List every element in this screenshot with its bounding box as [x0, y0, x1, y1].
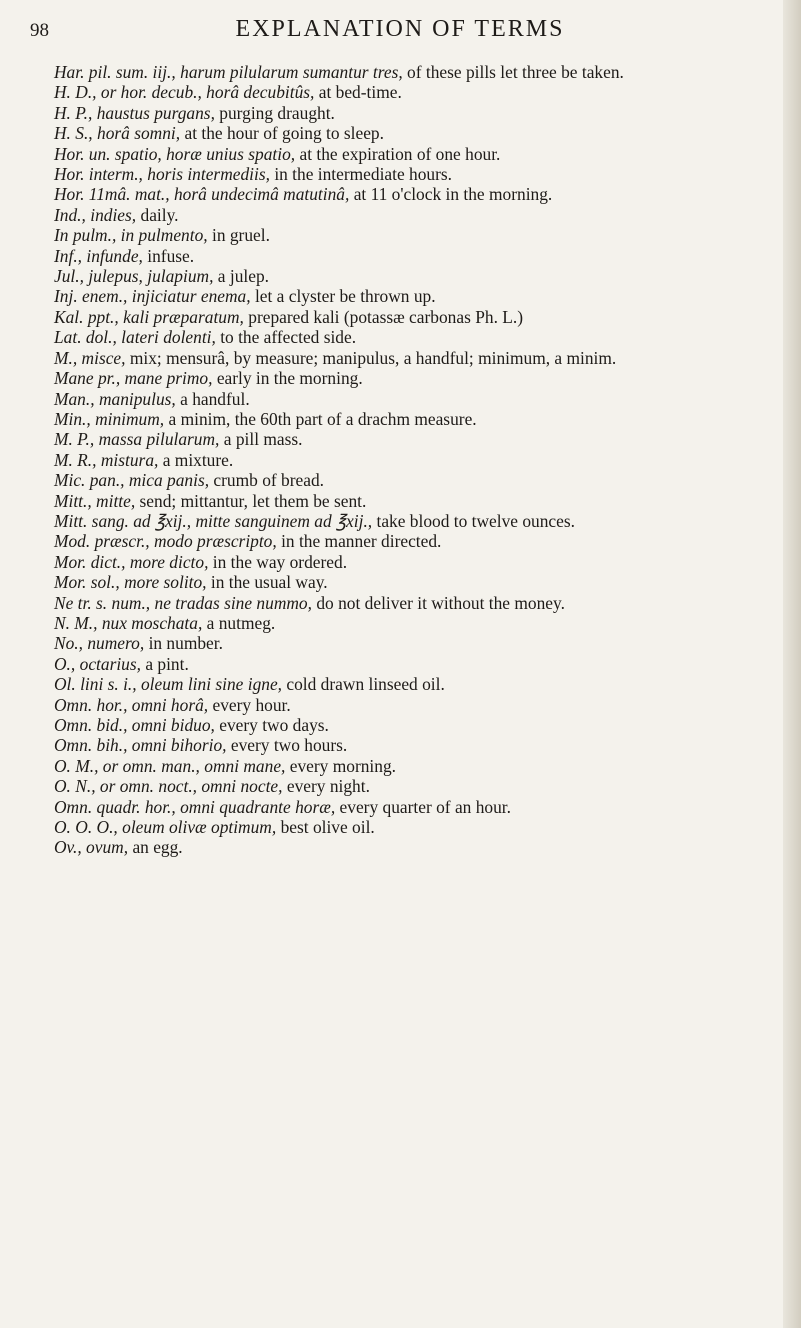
glossary-entry [54, 205, 772, 225]
entry-latin: ovum, [86, 837, 129, 858]
entry-abbreviation: O. O. O., [54, 817, 118, 838]
entry-abbreviation: H. P., [54, 102, 93, 123]
entry-meaning: take blood to twelve ounces. [376, 510, 575, 531]
entry-meaning: a mixture. [162, 449, 234, 470]
entry-latin: horis intermediis, [147, 164, 270, 185]
entry-meaning: at the hour of going to sleep. [184, 123, 384, 144]
entry-abbreviation: Inj. enem., [54, 286, 128, 307]
glossary-entry [54, 389, 772, 409]
glossary-entry [54, 695, 772, 715]
entry-abbreviation: M. R., [54, 449, 97, 470]
glossary-entry [54, 776, 772, 796]
entry-abbreviation: Har. pil. sum. iij., [54, 62, 176, 82]
glossary-entry [54, 225, 772, 245]
page-header [30, 12, 770, 46]
entry-latin: indies, [90, 204, 137, 225]
entry-meaning: in the way ordered. [212, 551, 348, 572]
entry-meaning: in the manner directed. [281, 531, 442, 552]
entry-abbreviation: Inf., [54, 245, 83, 266]
entry-meaning: a nutmeg. [206, 612, 276, 633]
entry-meaning: cold drawn linseed oil. [286, 674, 445, 695]
entry-abbreviation: No., [54, 633, 83, 654]
entry-abbreviation: Mic. pan., [54, 470, 125, 491]
entry-abbreviation: Omn. hor., [54, 694, 128, 715]
entry-latin: omni quadrante horæ, [180, 796, 336, 817]
entry-latin: or omn. noct., omni nocte, [99, 776, 283, 797]
entry-abbreviation: M., [54, 347, 78, 368]
entry-abbreviation: O. N., [54, 776, 96, 797]
entry-abbreviation: Ol. lini s. i., [54, 674, 137, 695]
entry-abbreviation: Ne tr. s. num., [54, 592, 151, 613]
glossary-entry [54, 572, 772, 592]
entry-latin: julepus, julapium, [88, 266, 214, 287]
entry-meaning: daily. [140, 204, 179, 225]
glossary-entry [54, 531, 772, 551]
entry-abbreviation: Hor. un. spatio, [54, 143, 162, 164]
glossary-entry [54, 368, 772, 388]
entry-abbreviation: Ov., [54, 837, 82, 858]
glossary-entry [54, 144, 772, 164]
glossary-entry [54, 82, 772, 102]
glossary-entry [54, 837, 772, 857]
entry-meaning: every hour. [212, 694, 291, 715]
entry-meaning: a pint. [145, 653, 189, 674]
entry-meaning: purging draught. [219, 102, 335, 123]
glossary-entry [54, 327, 772, 347]
entry-meaning: a julep. [217, 266, 269, 287]
glossary-entry [54, 450, 772, 470]
entry-meaning: every two hours. [230, 735, 348, 756]
entry-latin: mitte sanguinem ad ℥xij., [195, 510, 373, 531]
entry-abbreviation: H. S., [54, 123, 93, 144]
entry-abbreviation: Omn. bid., [54, 715, 128, 735]
entry-abbreviation: Mane pr., [54, 368, 121, 389]
entry-meaning: in gruel. [211, 225, 270, 246]
entry-meaning: at 11 o'clock in the morning. [353, 184, 553, 205]
glossary-entry [54, 123, 772, 143]
glossary-entry [54, 429, 772, 449]
entry-latin: omni bihorio, [131, 735, 227, 756]
glossary-entry [54, 184, 772, 204]
glossary-entry [54, 348, 772, 368]
glossary-entry [54, 633, 772, 653]
entry-abbreviation: Omn. bih., [54, 735, 128, 756]
entry-meaning: a minim, the 60th part of a drachm measure. [168, 408, 477, 429]
entry-latin: omni biduo, [131, 715, 215, 735]
entry-abbreviation: Mitt. sang. ad ℥xij., [54, 510, 192, 531]
entry-meaning: best olive oil. [280, 817, 375, 838]
entry-meaning: in number. [148, 633, 223, 654]
glossary-entry [54, 409, 772, 429]
glossary-entry [54, 470, 772, 490]
entry-latin: injiciatur enema, [131, 286, 251, 307]
entry-latin: omni horâ, [131, 694, 209, 715]
entry-abbreviation: Mitt., [54, 490, 92, 511]
page-edge-shadow [783, 0, 801, 1328]
entry-latin: horæ unius spatio, [166, 143, 296, 164]
entry-meaning: let a clyster be thrown up. [254, 286, 436, 307]
entry-latin: horâ undecimâ matutinâ, [173, 184, 350, 205]
entry-latin: mane primo, [124, 368, 213, 389]
entry-latin: oleum olivæ optimum, [122, 817, 277, 838]
entry-abbreviation: Hor. interm., [54, 164, 143, 185]
entry-meaning: a handful. [180, 388, 250, 409]
entry-meaning: of these pills let three be taken. [407, 62, 624, 82]
glossary-entry [54, 674, 772, 694]
glossary-entry [54, 164, 772, 184]
entry-latin: infunde, [86, 245, 143, 266]
entry-latin: ne tradas sine nummo, [154, 592, 312, 613]
entry-latin: numero, [87, 633, 145, 654]
entry-abbreviation: Lat. dol., [54, 327, 117, 348]
entry-abbreviation: H. D., [54, 82, 97, 103]
glossary-entry [54, 62, 772, 82]
glossary-entry [54, 307, 772, 327]
entry-abbreviation: In pulm., [54, 225, 117, 246]
entry-meaning: crumb of bread. [213, 470, 324, 491]
entry-latin: manipulus, [98, 388, 176, 409]
entry-abbreviation: Jul., [54, 266, 84, 287]
entry-meaning: every quarter of an hour. [339, 796, 511, 817]
entry-meaning: a pill mass. [223, 429, 303, 450]
entry-latin: kali præparatum, [123, 306, 244, 327]
entry-latin: oleum lini sine igne, [140, 674, 283, 695]
entry-latin: minimum, [95, 408, 165, 429]
entry-latin: more dicto, [129, 551, 209, 572]
entry-meaning: mix; mensurâ, by measure; manipulus, a handful; minimum, a minim. [129, 347, 617, 368]
glossary-entry [54, 797, 772, 817]
glossary-entry [54, 511, 772, 531]
entry-latin: mistura, [100, 449, 159, 470]
entry-meaning: every morning. [289, 755, 396, 776]
glossary-entry [54, 613, 772, 633]
entry-meaning: send; mittantur, let them be sent. [139, 490, 367, 511]
entry-abbreviation: Man., [54, 388, 95, 409]
entry-latin: lateri dolenti, [121, 327, 216, 348]
entry-meaning: in the intermediate hours. [274, 164, 453, 185]
entry-latin: modo præscripto, [154, 531, 277, 552]
entry-meaning: every night. [286, 776, 370, 797]
entry-latin: or omn. man., omni mane, [102, 755, 286, 776]
entry-abbreviation: Mor. dict., [54, 551, 126, 572]
entry-latin: mica panis, [128, 470, 210, 491]
entry-meaning: at the expiration of one hour. [299, 143, 501, 164]
glossary-entry [54, 756, 772, 776]
entry-meaning: to the affected side. [220, 327, 357, 348]
running-title: EXPLANATION OF TERMS [235, 16, 565, 42]
entry-abbreviation: M. P., [54, 429, 95, 450]
entry-latin: mitte, [96, 490, 136, 511]
entry-meaning: at bed-time. [318, 82, 402, 103]
entry-latin: in pulmento, [120, 225, 208, 246]
entry-abbreviation: N. M., [54, 612, 98, 633]
entry-abbreviation: Hor. 11mâ. mat., [54, 184, 170, 205]
entry-latin: haustus purgans, [96, 102, 215, 123]
entry-abbreviation: Mor. sol., [54, 572, 120, 593]
glossary-entry [54, 552, 772, 572]
glossary-entry [54, 286, 772, 306]
page-number: 98 [30, 20, 49, 41]
glossary-entry [54, 735, 772, 755]
entry-abbreviation: Omn. quadr. hor., [54, 796, 176, 817]
glossary-entry [54, 246, 772, 266]
entry-abbreviation: Mod. præscr., [54, 531, 150, 552]
entry-meaning: early in the morning. [216, 368, 363, 389]
entry-meaning: in the usual way. [210, 572, 328, 593]
entry-latin: harum pilularum sumantur tres, [180, 62, 403, 82]
entry-meaning: prepared kali (potassæ carbonas Ph. L.) [248, 306, 524, 327]
entry-latin: massa pilularum, [98, 429, 220, 450]
entry-abbreviation: Kal. ppt., [54, 306, 119, 327]
glossary-entries [54, 62, 772, 858]
entry-abbreviation: O., [54, 653, 76, 674]
glossary-entry [54, 103, 772, 123]
glossary-entry [54, 817, 772, 837]
entry-latin: misce, [81, 347, 126, 368]
entry-meaning: an egg. [132, 837, 183, 858]
glossary-entry [54, 593, 772, 613]
entry-latin: nux moschata, [101, 612, 203, 633]
entry-latin: horâ somni, [97, 123, 181, 144]
entry-latin: octarius, [79, 653, 141, 674]
entry-meaning: every two days. [219, 715, 329, 735]
glossary-entry [54, 715, 772, 735]
entry-meaning: do not deliver it without the money. [316, 592, 565, 613]
entry-abbreviation: O. M., [54, 755, 99, 776]
entry-latin: more solito, [124, 572, 207, 593]
entry-abbreviation: Ind., [54, 204, 86, 225]
entry-latin: or hor. decub., horâ decubitûs, [100, 82, 315, 103]
entry-abbreviation: Min., [54, 408, 91, 429]
glossary-entry [54, 491, 772, 511]
glossary-entry [54, 654, 772, 674]
entry-meaning: infuse. [147, 245, 195, 266]
glossary-entry [54, 266, 772, 286]
